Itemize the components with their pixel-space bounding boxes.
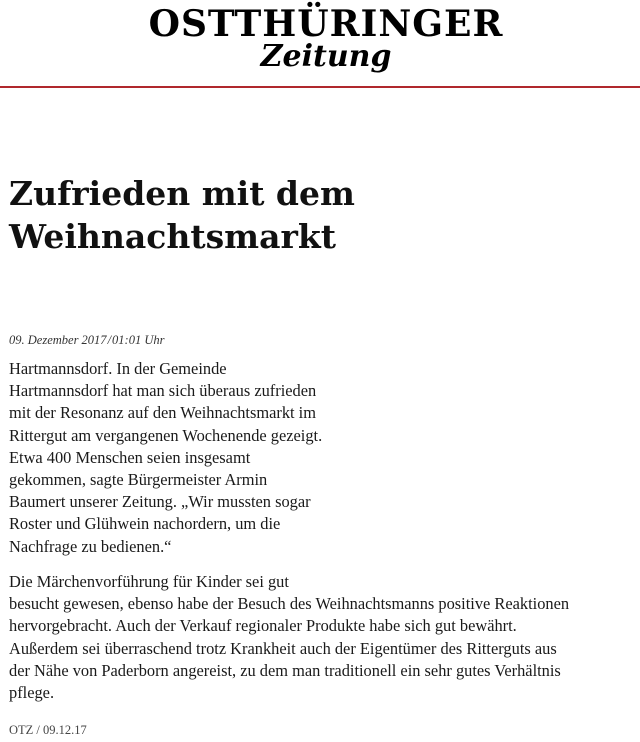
headline-line-1: Zufrieden mit dem [9, 174, 355, 213]
article-body [9, 571, 637, 704]
lead-line: Rittergut am vergangenen Wochenende gezeigt. [9, 425, 323, 445]
masthead [0, 0, 640, 88]
article-meta [9, 332, 164, 348]
lead-line: Hartmannsdorf hat man sich überaus zufrieden [9, 381, 317, 401]
lead-line: gekommen, sagte Bürgermeister Armin [9, 470, 268, 490]
article-time: 01:01 Uhr [112, 333, 165, 347]
body-line: Die Märchenvorführung für Kinder sei gut [9, 572, 289, 591]
lead-line: mit der Resonanz auf den Weihnachtsmarkt im [9, 403, 316, 423]
meta-separator: / [107, 333, 112, 347]
newspaper-logo-line1[interactable]: OSTTHÜRINGER [148, 3, 504, 45]
lead-line: Roster und Glühwein nachordern, um die [9, 514, 281, 534]
body-line: der Nähe von Paderborn angereist, zu dem man traditionell ein sehr gutes Verhältnis [9, 660, 561, 680]
article-headline [9, 172, 569, 258]
body-line: Außerdem sei überraschend trotz Krankheit auch der Eigentümer des Ritterguts aus [9, 638, 557, 658]
article-source: OTZ / 09.12.17 [9, 723, 87, 737]
article-lead [9, 358, 394, 558]
article-date: 09. Dezember 2017 [9, 333, 107, 347]
body-line: hervorgebracht. Auch der Verkauf regionaler Produkte habe sich gut bewährt. [9, 616, 517, 636]
lead-line: Nachfrage zu bedienen.“ [9, 536, 172, 556]
body-line: besucht gewesen, ebenso habe der Besuch des Weihnachtsmanns positive Reaktionen [9, 594, 570, 614]
body-line: pflege. [9, 683, 55, 703]
newspaper-logo-line2[interactable]: Zeitung [260, 39, 392, 74]
lead-line: Etwa 400 Menschen seien insgesamt [9, 447, 251, 467]
lead-line: Hartmannsdorf. In der Gemeinde [9, 359, 227, 378]
headline-line-2: Weihnachtsmarkt [9, 217, 336, 256]
lead-line: Baumert unserer Zeitung. „Wir mussten sogar [9, 492, 311, 512]
